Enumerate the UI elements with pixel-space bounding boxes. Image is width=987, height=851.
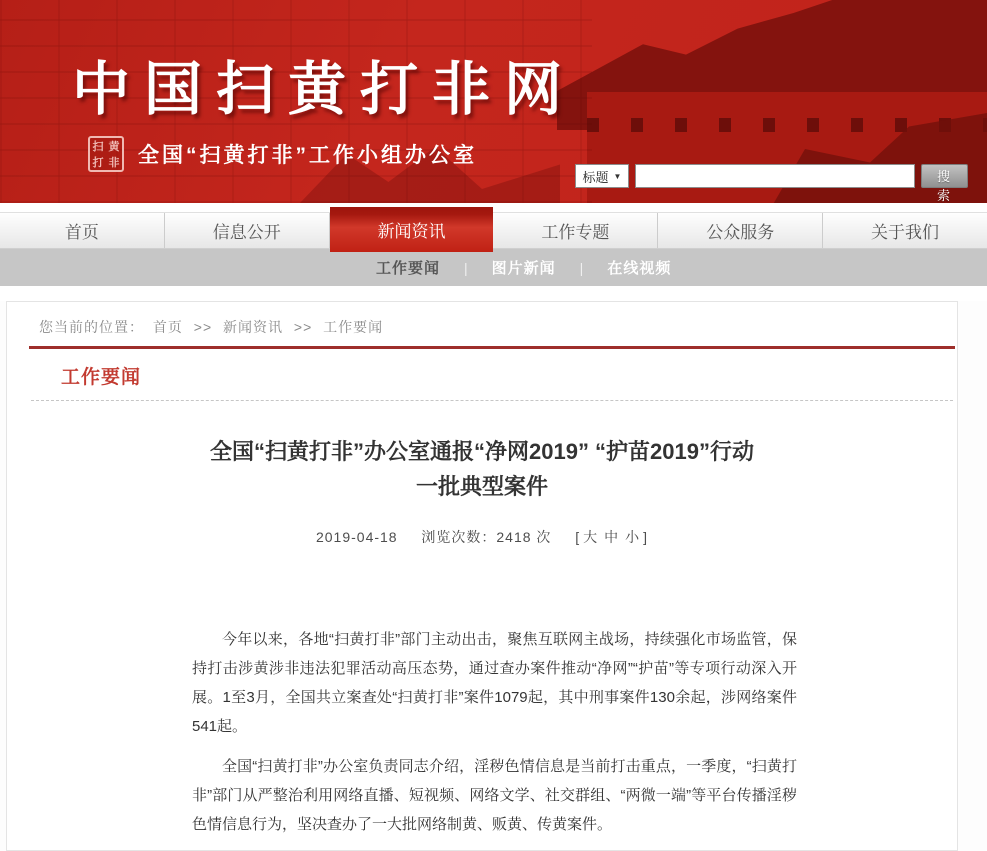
breadcrumb-prefix: 您当前的位置： <box>39 319 144 335</box>
font-size-controls <box>575 529 648 545</box>
views-label: 浏览次数： <box>421 529 497 545</box>
bracket-open: [ <box>575 529 581 545</box>
article-meta <box>7 527 957 547</box>
font-size-small-button[interactable]: 小 <box>625 529 641 545</box>
article-title-line1: 全国“扫黄打非”办公室通报“净网2019” “护苗2019”行动 <box>210 439 754 464</box>
breadcrumb <box>7 302 957 346</box>
seal-char: 黄 <box>108 139 120 153</box>
subnav-separator: | <box>579 259 584 276</box>
breadcrumb-separator: >> <box>293 319 313 335</box>
article-date: 2019-04-18 <box>315 529 398 545</box>
search-category-label: 标题 <box>582 169 609 185</box>
breadcrumb-link-home[interactable]: 首页 <box>152 319 183 335</box>
site-title: 中国扫黄打非网 <box>72 55 577 123</box>
site-subtitle-row <box>88 136 477 172</box>
breadcrumb-link-news[interactable]: 新闻资讯 <box>223 319 284 335</box>
section-heading: 工作要闻 <box>61 367 142 388</box>
seal-logo-icon <box>88 136 124 172</box>
bracket-close: ] <box>643 529 648 545</box>
site-header <box>0 0 987 203</box>
sub-nav <box>0 249 987 286</box>
content-box <box>6 301 958 851</box>
breadcrumb-separator: >> <box>193 319 213 335</box>
main-nav <box>0 212 987 249</box>
article-body <box>192 625 797 839</box>
article-title <box>7 434 957 504</box>
page-background <box>0 301 987 851</box>
subnav-separator: | <box>464 259 468 276</box>
font-size-large-button[interactable]: 大 <box>583 529 599 545</box>
chevron-down-icon: ▼ <box>613 171 622 181</box>
seal-char: 非 <box>108 155 120 169</box>
nav-item-work-topics[interactable]: 工作专题 <box>493 213 658 248</box>
nav-item-about-us[interactable]: 关于我们 <box>871 223 940 242</box>
article-title-line2: 一批典型案件 <box>415 474 548 499</box>
views-count: 2418 次 <box>496 529 552 545</box>
search-category-select[interactable] <box>575 164 629 188</box>
seal-char: 打 <box>92 155 104 169</box>
search-bar <box>575 164 968 203</box>
nav-item-home[interactable]: 首页 <box>0 213 165 248</box>
article-paragraph: 全国“扫黄打非”办公室负责同志介绍，淫秽色情信息是当前打击重点，一季度，“扫黄打非”部门从严整治利用网络直播、短视频、网络文学、社交群组、“两微一端”等平台传播淫秽色情信息行为，坚决查办了一大批网络制黄、贩黄、传黄案件。 <box>192 758 797 833</box>
search-input[interactable] <box>635 164 915 188</box>
search-button[interactable]: 搜 索 <box>921 164 968 188</box>
subnav-item-photo-news[interactable]: 图片新闻 <box>491 260 556 277</box>
nav-item-news-active[interactable]: 新闻资讯 <box>330 207 494 252</box>
subnav-item-online-video[interactable]: 在线视频 <box>607 260 672 277</box>
seal-char: 扫 <box>92 139 104 153</box>
dashed-divider <box>31 400 953 401</box>
breadcrumb-link-work-news[interactable]: 工作要闻 <box>323 319 384 335</box>
article-paragraph: 今年以来，各地“扫黄打非”部门主动出击，聚焦互联网主战场，持续强化市场监管，保持打击涉黄涉非违法犯罪活动高压态势，通过查办案件推动“净网”“护苗”等专项行动深入开展。1至3月，全国共立案查处“扫黄打非”案件1079起，其中刑事案件130余起，涉网络案件541起。 <box>192 631 797 735</box>
font-size-medium-button[interactable]: 中 <box>604 529 620 545</box>
subnav-item-work-news[interactable]: 工作要闻 <box>376 260 441 277</box>
site-subtitle: 全国“扫黄打非”工作小组办公室 <box>138 144 477 167</box>
nav-item-info-disclosure[interactable]: 信息公开 <box>165 213 330 248</box>
nav-item-public-service[interactable]: 公众服务 <box>658 213 823 248</box>
